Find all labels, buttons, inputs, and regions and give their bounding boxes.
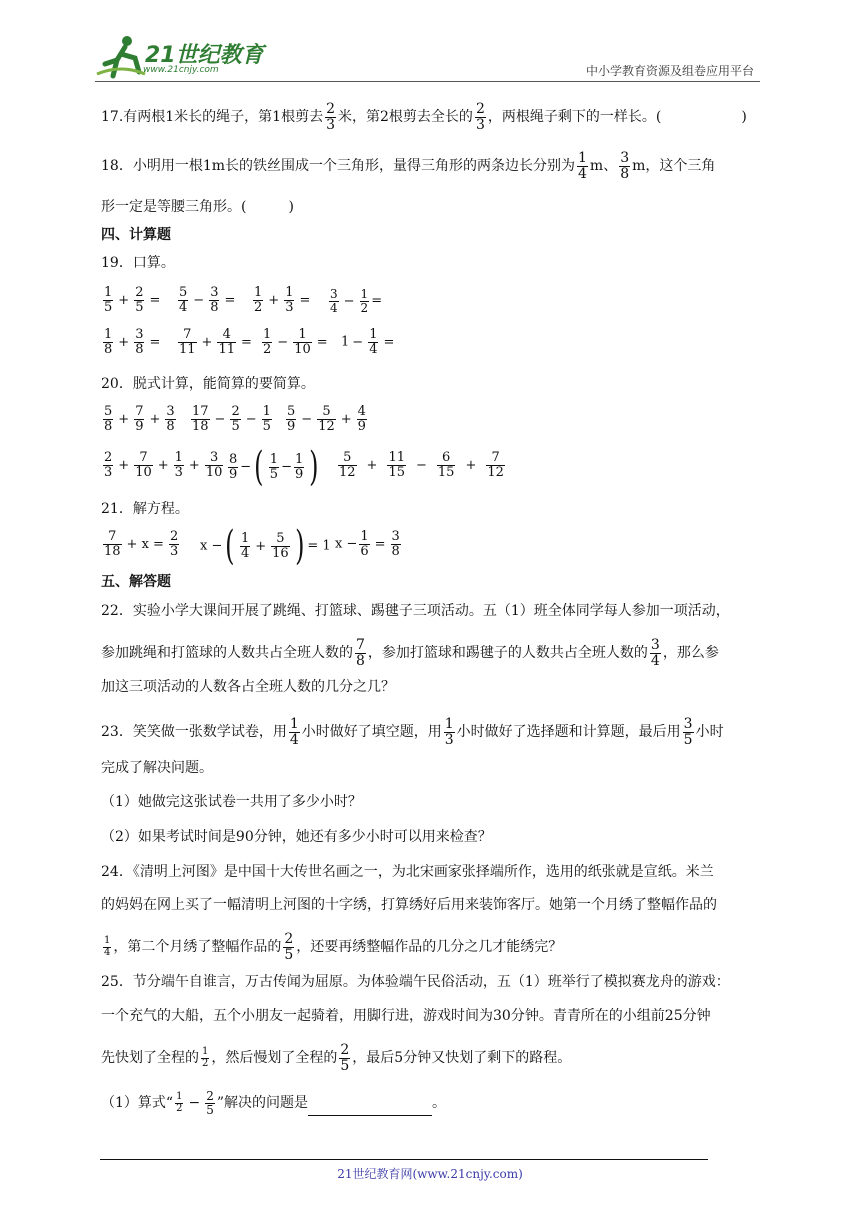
fraction: $\frac{2}{3}$	[104, 450, 113, 480]
fraction: $\frac{17}{18}$	[192, 404, 209, 434]
logo-url: www.21cnjy.com	[143, 65, 219, 75]
question-17	[101, 102, 747, 132]
fraction: $\frac{5}{16}$	[272, 530, 289, 561]
fraction: $\frac{1}{2}$	[360, 287, 369, 315]
q25-line-1: 25．节分端午自谁言，万古传闻为屈原。为体验端午民俗活动，五（1）班举行了模拟赛龙舟的游戏：	[101, 974, 730, 990]
q18-line-2: 形一定是等腰三角形。( )	[101, 199, 294, 215]
fraction: $\frac{5}{12}$	[339, 450, 356, 480]
q21-eq1: $\frac{7}{18}$ + x = $\frac{2}{3}$	[104, 529, 179, 559]
fraction: $\frac{1}{3}$	[174, 450, 183, 480]
question-21-title: 21．解方程。	[101, 501, 189, 517]
fraction: $\frac{2}{5}$	[231, 404, 240, 434]
fraction: $\frac{8}{9}$	[229, 451, 238, 482]
fraction: $\frac{4}{9}$	[357, 404, 366, 434]
fraction: $\frac{1}{3}$	[444, 716, 454, 748]
fraction: $\frac{7}{18}$	[104, 529, 121, 559]
fraction: $\frac{1}{4}$	[289, 716, 299, 748]
page-header	[95, 34, 760, 82]
fraction: $\frac{1}{3}$	[285, 285, 294, 315]
fraction: $\frac{2}{5}$	[135, 285, 144, 315]
fraction: $\frac{1}{5}$	[262, 404, 271, 434]
fraction: $\frac{5}{12}$	[318, 404, 335, 434]
fraction: $\frac{7}{10}$	[135, 450, 152, 480]
fraction: $\frac{7}{11}$	[179, 327, 196, 357]
q21-eq2: x −( $\frac{1}{4}$ + $\frac{5}{16}$ ) = 1	[200, 523, 331, 569]
q23-sub-1: （1）她做完这张试卷一共用了多少小时？	[101, 794, 362, 810]
question-18	[101, 151, 715, 181]
fraction: $\frac{5}{9}$	[287, 404, 296, 434]
q17-text-b: 米，第2根剪去全长的	[338, 109, 473, 126]
q20-e2: $\frac{17}{18}$ − $\frac{2}{5}$ − $\frac{1}{5}$	[192, 404, 271, 434]
fraction: $\frac{5}{4}$	[179, 285, 188, 315]
q24-line-1: 24．《清明上河图》是中国十大传世名画之一，为北宋画家张择端所作，选用的纸张就是宣纸。米兰	[101, 864, 714, 880]
question-20-title: 20．脱式计算，能简算的要简算。	[101, 376, 315, 392]
q25-line-3: 先快划了全程的 $\frac{1}{2}$ ，然后慢划了全程的 $\frac{2}{5}$ ，最后5分钟又快划了剩下的路程。	[101, 1042, 572, 1074]
fraction: $\frac{1}{2}$	[176, 1091, 183, 1114]
q23-line-1: 23．笑笑做一张数学试卷，用 $\frac{1}{4}$ 小时做好了填空题，用 $\frac{1}{3}$ 小时做好了选择题和计算题，最后用 $\frac{3}{5}$ 小时	[101, 716, 724, 748]
header-divider	[95, 81, 760, 82]
q23-line-2: 完成了解决问题。	[101, 760, 213, 776]
fraction: $\frac{1}{6}$	[360, 529, 369, 559]
fraction: $\frac{6}{15}$	[437, 450, 455, 480]
q19-r1-e2: $\frac{5}{4}$ − $\frac{3}{8}$ =	[179, 285, 236, 315]
q22-line-1: 22．实验小学大课间开展了跳绳、打篮球、踢毽子三项活动。五（1）班全体同学每人参加一项活动，	[101, 603, 730, 619]
q18-text-b: m、	[589, 158, 618, 175]
fraction: $\frac{7}{8}$	[356, 637, 365, 669]
q19-r1-e4: $\frac{3}{4}$ − $\frac{1}{2}$ =	[330, 287, 383, 315]
q19-r2-e2: $\frac{7}{11}$ + $\frac{4}{11}$ =	[179, 327, 252, 357]
fraction: $\frac{1}{8}$	[104, 327, 113, 357]
fraction: $\frac{1}{10}$	[294, 327, 311, 357]
q24-line-2: 的妈妈在网上买了一幅清明上河图的十字绣，打算绣好后用来装饰客厅。她第一个月绣了整幅作品的	[101, 897, 717, 913]
fraction: $\frac{2}{5}$	[206, 1089, 214, 1117]
fraction: $\frac{3}{5}$	[683, 716, 693, 748]
fraction: $\frac{2}{3}$	[169, 529, 179, 559]
q18-text-c: m，这个三角	[632, 158, 716, 175]
fraction: $\frac{1}{4}$	[104, 935, 111, 958]
fraction: $\frac{2}{3}$	[475, 101, 485, 133]
footer-text: 21世纪教育网(www.21cnjy.com)	[337, 1167, 523, 1181]
fraction: $\frac{5}{8}$	[104, 404, 113, 434]
fraction: $\frac{3}{8}$	[391, 529, 400, 559]
fraction: $\frac{3}{8}$	[135, 327, 144, 357]
q19-r1-e3: $\frac{1}{2}$ + $\frac{1}{3}$ =	[254, 285, 311, 315]
q25-sub-1: （1）算式“ $\frac{1}{2}$ − $\frac{2}{5}$ ”解决的问题是 。	[101, 1089, 446, 1117]
fraction: $\frac{2}{5}$	[340, 1042, 350, 1074]
fraction: $\frac{1}{2}$	[263, 327, 272, 357]
fraction: $\frac{3}{10}$	[205, 450, 223, 480]
fraction: $\frac{3}{4}$	[650, 637, 660, 669]
fraction: $\frac{3}{8}$	[620, 150, 630, 182]
fraction: $\frac{3}{4}$	[330, 287, 338, 315]
q23-sub-2: （2）如果考试时间是90分钟，她还有多少小时可以用来检查？	[101, 829, 492, 845]
q17-text-c: ，两根绳子剩下的一样长。(	[487, 109, 662, 126]
fraction: $\frac{2}{3}$	[326, 101, 336, 133]
answer-blank[interactable]	[308, 1102, 432, 1116]
fraction: $\frac{3}{8}$	[210, 285, 219, 315]
fraction: $\frac{1}{9}$	[294, 451, 304, 482]
fraction: $\frac{1}{4}$	[369, 327, 378, 357]
q18-text-a: 18．小明用一根1m长的铁丝围成一个三角形，量得三角形的两条边长分别为	[101, 158, 575, 175]
q20-e4: $\frac{2}{3}$ + $\frac{7}{10}$ + $\frac{1}{3}$ + $\frac{3}{10}$	[104, 450, 223, 480]
q25-line-2: 一个充气的大船，五个小朋友一起骑着，用脚行进，游戏时间为30分钟。青青所在的小组前25分钟	[101, 1008, 711, 1024]
fraction: $\frac{4}{11}$	[218, 327, 235, 357]
fraction: $\frac{3}{8}$	[166, 404, 175, 434]
q24-line-3: $\frac{1}{4}$ ，第二个月绣了整幅作品的 $\frac{2}{5}$ ，还要再绣整幅作品的几分之几才能绣完？	[104, 931, 563, 963]
section-heading-4: 四、计算题	[101, 227, 171, 243]
q22-line-3: 加这三项活动的人数各占全班人数的几分之几？	[101, 679, 395, 695]
fraction: $\frac{2}{5}$	[284, 931, 294, 963]
q19-r1-e1: $\frac{1}{5}$ + $\frac{2}{5}$ =	[104, 285, 161, 315]
question-19-title: 19．口算。	[101, 255, 175, 271]
platform-name: 中小学教育资源及组卷应用平台	[585, 64, 754, 78]
fraction: $\frac{1}{2}$	[202, 1046, 209, 1069]
q22-line-2: 参加跳绳和打篮球的人数共占全班人数的 $\frac{7}{8}$ ，参加打篮球和踢毽子的人数共占全班人数的 $\frac{3}{4}$ ，那么参	[101, 637, 719, 669]
q20-e1: $\frac{5}{8}$ + $\frac{7}{9}$ + $\frac{3}{8}$	[104, 404, 175, 434]
fraction: $\frac{11}{15}$	[388, 450, 405, 480]
q17-text-d: )	[741, 109, 747, 126]
fraction: $\frac{1}{4}$	[578, 150, 587, 182]
fraction: $\frac{7}{12}$	[487, 450, 504, 480]
q20-e3: $\frac{5}{9}$ − $\frac{5}{12}$ + $\frac{4}{9}$	[287, 404, 366, 434]
q19-r2-e3: $\frac{1}{2}$ − $\frac{1}{10}$ =	[263, 327, 328, 357]
fraction: $\frac{1}{5}$	[269, 451, 279, 482]
q20-e6: $\frac{5}{12}$ + $\frac{11}{15}$ − $\frac{6}{15}$ + $\frac{7}{12}$	[339, 450, 504, 480]
fraction: $\frac{1}{4}$	[240, 530, 250, 561]
q19-r2-e4: 1 − $\frac{1}{4}$ =	[341, 327, 395, 357]
q21-eq3: x − $\frac{1}{6}$ = $\frac{3}{8}$	[335, 529, 400, 559]
logo-text: 21世纪教育	[145, 43, 264, 68]
q19-r2-e1: $\frac{1}{8}$ + $\frac{3}{8}$ =	[104, 327, 161, 357]
fraction: $\frac{7}{9}$	[135, 404, 144, 434]
logo	[95, 34, 265, 80]
q20-e5: $\frac{8}{9}$ −( $\frac{1}{5}$ − $\frac{1}{9}$ )	[229, 444, 319, 490]
section-heading-5: 五、解答题	[101, 574, 171, 590]
q17-text-a: 17.有两根1米长的绳子，第1根剪去	[101, 109, 324, 126]
fraction: $\frac{1}{2}$	[254, 285, 263, 315]
runner-logo-icon	[95, 34, 147, 80]
footer-divider	[100, 1159, 708, 1160]
fraction: $\frac{1}{5}$	[104, 285, 113, 315]
